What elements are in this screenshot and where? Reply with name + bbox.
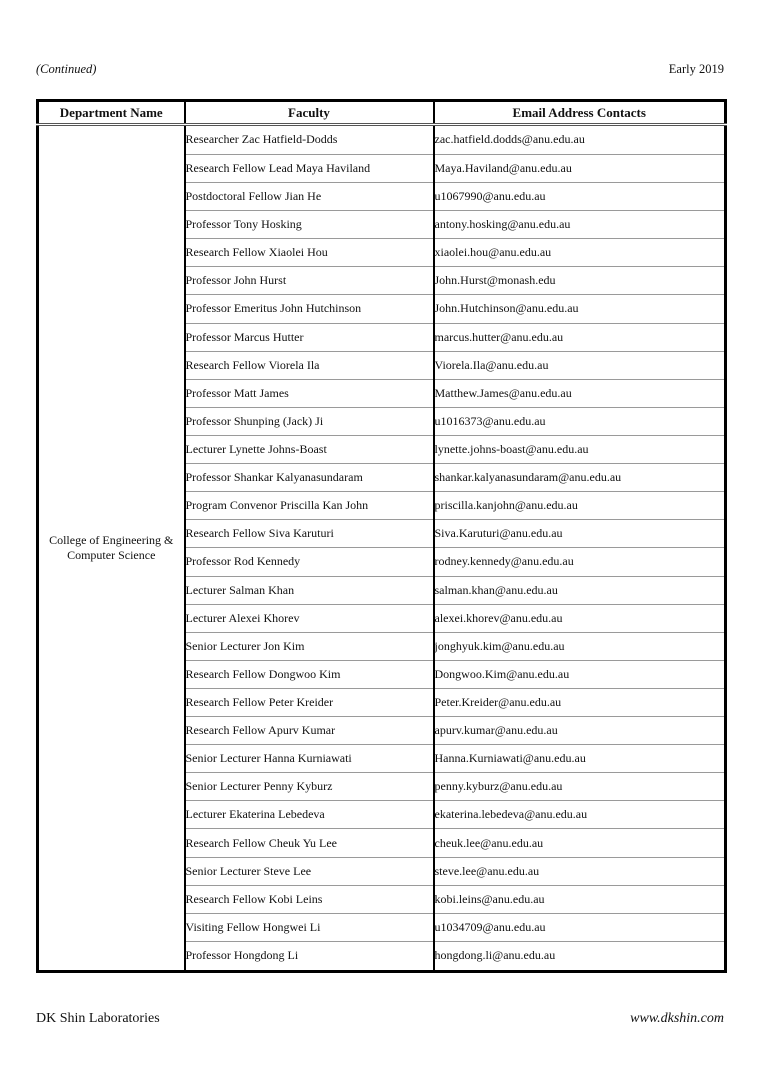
email-cell: Viorela.Ila@anu.edu.au	[434, 351, 726, 379]
table-header-email: Email Address Contacts	[434, 101, 726, 125]
faculty-cell: Professor John Hurst	[185, 267, 434, 295]
faculty-cell: Professor Emeritus John Hutchinson	[185, 295, 434, 323]
faculty-cell: Research Fellow Apurv Kumar	[185, 717, 434, 745]
email-cell: marcus.hutter@anu.edu.au	[434, 323, 726, 351]
faculty-cell: Senior Lecturer Hanna Kurniawati	[185, 745, 434, 773]
table-header-faculty: Faculty	[185, 101, 434, 125]
email-cell: John.Hutchinson@anu.edu.au	[434, 295, 726, 323]
faculty-cell: Research Fellow Viorela Ila	[185, 351, 434, 379]
faculty-cell: Senior Lecturer Penny Kyburz	[185, 773, 434, 801]
email-cell: Dongwoo.Kim@anu.edu.au	[434, 660, 726, 688]
email-cell: alexei.khorev@anu.edu.au	[434, 604, 726, 632]
faculty-cell: Professor Matt James	[185, 379, 434, 407]
email-cell: hongdong.li@anu.edu.au	[434, 941, 726, 971]
faculty-cell: Program Convenor Priscilla Kan John	[185, 492, 434, 520]
faculty-cell: Research Fellow Dongwoo Kim	[185, 660, 434, 688]
email-cell: apurv.kumar@anu.edu.au	[434, 717, 726, 745]
email-cell: zac.hatfield.dodds@anu.edu.au	[434, 125, 726, 155]
faculty-cell: Visiting Fellow Hongwei Li	[185, 913, 434, 941]
email-cell: kobi.leins@anu.edu.au	[434, 885, 726, 913]
department-name: College of Engineering & Computer Science	[49, 533, 174, 562]
date-label: Early 2019	[668, 62, 724, 76]
email-cell: rodney.kennedy@anu.edu.au	[434, 548, 726, 576]
table-header-department: Department Name	[38, 101, 185, 125]
email-cell: shankar.kalyanasundaram@anu.edu.au	[434, 464, 726, 492]
faculty-cell: Professor Rod Kennedy	[185, 548, 434, 576]
email-cell: u1034709@anu.edu.au	[434, 913, 726, 941]
email-cell: xiaolei.hou@anu.edu.au	[434, 239, 726, 267]
email-cell: Maya.Haviland@anu.edu.au	[434, 154, 726, 182]
email-cell: priscilla.kanjohn@anu.edu.au	[434, 492, 726, 520]
email-cell: lynette.johns-boast@anu.edu.au	[434, 435, 726, 463]
email-cell: u1067990@anu.edu.au	[434, 182, 726, 210]
email-cell: Siva.Karuturi@anu.edu.au	[434, 520, 726, 548]
faculty-cell: Professor Tony Hosking	[185, 211, 434, 239]
continued-label: (Continued)	[36, 62, 97, 76]
footer-website: www.dkshin.com	[630, 1011, 724, 1026]
faculty-cell: Research Fellow Kobi Leins	[185, 885, 434, 913]
faculty-cell: Senior Lecturer Jon Kim	[185, 632, 434, 660]
faculty-cell: Senior Lecturer Steve Lee	[185, 857, 434, 885]
email-cell: Matthew.James@anu.edu.au	[434, 379, 726, 407]
table-row	[38, 125, 726, 155]
faculty-cell: Professor Shunping (Jack) Ji	[185, 407, 434, 435]
email-cell: cheuk.lee@anu.edu.au	[434, 829, 726, 857]
email-cell: Peter.Kreider@anu.edu.au	[434, 688, 726, 716]
faculty-cell: Professor Shankar Kalyanasundaram	[185, 464, 434, 492]
faculty-cell: Research Fellow Xiaolei Hou	[185, 239, 434, 267]
email-cell: salman.khan@anu.edu.au	[434, 576, 726, 604]
email-cell: John.Hurst@monash.edu	[434, 267, 726, 295]
email-cell: u1016373@anu.edu.au	[434, 407, 726, 435]
faculty-cell: Research Fellow Peter Kreider	[185, 688, 434, 716]
footer-company: DK Shin Laboratories	[36, 1011, 160, 1026]
email-cell: penny.kyburz@anu.edu.au	[434, 773, 726, 801]
faculty-cell: Research Fellow Lead Maya Haviland	[185, 154, 434, 182]
faculty-cell: Lecturer Ekaterina Lebedeva	[185, 801, 434, 829]
faculty-cell: Research Fellow Siva Karuturi	[185, 520, 434, 548]
contacts-table	[36, 99, 727, 973]
faculty-cell: Research Fellow Cheuk Yu Lee	[185, 829, 434, 857]
faculty-cell: Postdoctoral Fellow Jian He	[185, 182, 434, 210]
department-cell	[38, 125, 185, 972]
email-cell: antony.hosking@anu.edu.au	[434, 211, 726, 239]
email-cell: jonghyuk.kim@anu.edu.au	[434, 632, 726, 660]
faculty-cell: Professor Hongdong Li	[185, 941, 434, 971]
email-cell: Hanna.Kurniawati@anu.edu.au	[434, 745, 726, 773]
email-cell: steve.lee@anu.edu.au	[434, 857, 726, 885]
faculty-cell: Lecturer Alexei Khorev	[185, 604, 434, 632]
faculty-cell: Lecturer Lynette Johns-Boast	[185, 435, 434, 463]
faculty-cell: Professor Marcus Hutter	[185, 323, 434, 351]
table-header-row	[38, 101, 726, 125]
email-cell: ekaterina.lebedeva@anu.edu.au	[434, 801, 726, 829]
faculty-cell: Lecturer Salman Khan	[185, 576, 434, 604]
faculty-cell: Researcher Zac Hatfield-Dodds	[185, 125, 434, 155]
